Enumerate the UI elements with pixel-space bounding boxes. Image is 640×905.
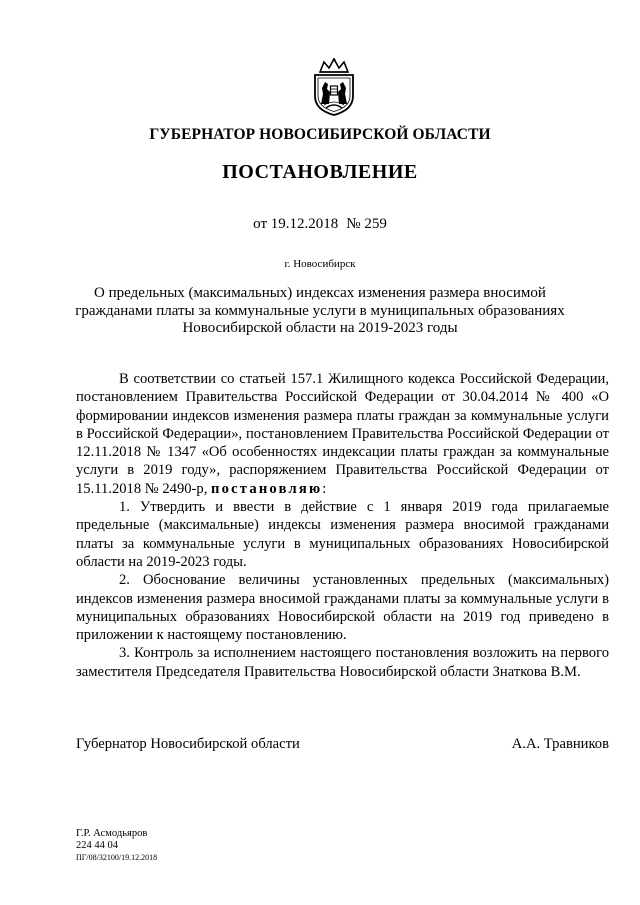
document-body [76,370,609,681]
preamble-paragraph [76,370,609,498]
signatory-name: А.А. Травников [511,736,609,752]
subject-line: О предельных (максимальных) индексах изменения размера вносимой [94,285,546,301]
date-number-line [0,216,640,233]
preamble-text: В соответствии со статьей 157.1 Жилищного кодекса Российской Федерации, постановлением Правительства Российской Федерации от 30.04.2014 № 400 «О формировании индексов изменения размера платы граждан за коммунальные услуги в Российской Федерации», постановлением Правительства Российской Федерации от 12.11.2018 № 1347 «Об особенностях индексации платы граждан за коммунальные услуги в 2019 году», распоряжением Правительства Российской Федерации от 15.11.2018 № 2490-р, [76,371,609,497]
issuing-authority: ГУБЕРНАТОР НОВОСИБИРСКОЙ ОБЛАСТИ [149,126,491,143]
document-reference: ПГ/08/32100/19.12.2018 [76,853,158,862]
executor-phone: 224 44 04 [76,840,118,851]
clause-paragraph: 1. Утвердить и ввести в действие с 1 января 2019 года прилагаемые предельные (максимальные) индексы изменения размера вносимой гражданами платы за коммунальные услуги в муниципальных образованиях Новосибирской области на 2019-2023 годы. [76,499,609,570]
city-line: г. Новосибирск [284,258,356,270]
document-date: от 19.12.2018 [253,216,339,232]
decree-colon: : [322,480,327,497]
document-type-title: ПОСТАНОВЛЕНИЕ [222,161,418,183]
signatory-position: Губернатор Новосибирской области [76,736,300,752]
clause-paragraph: 2. Обоснование величины установленных предельных (максимальных) индексов изменения размера вносимой гражданами платы за коммунальные услуги в муниципальных образованиях Новосибирской области на 2019 год приведено в приложении к настоящему постановлению. [76,572,609,644]
coat-of-arms-icon [312,58,356,116]
executor-name: Г.Р. Асмодьяров [76,828,148,839]
decree-word: постановляю [211,480,323,497]
subject-line: Новосибирской области на 2019-2023 годы [182,320,458,336]
subject-line: гражданами платы за коммунальные услуги в муниципальных образованиях [75,302,565,319]
document-subject [60,285,580,338]
document-number: № 259 [346,216,387,232]
executor-info [76,828,157,864]
clause-paragraph: 3. Контроль за исполнением настоящего постановления возложить на первого заместителя Председателя Правительства Новосибирской области Знаткова В.М. [76,645,609,680]
